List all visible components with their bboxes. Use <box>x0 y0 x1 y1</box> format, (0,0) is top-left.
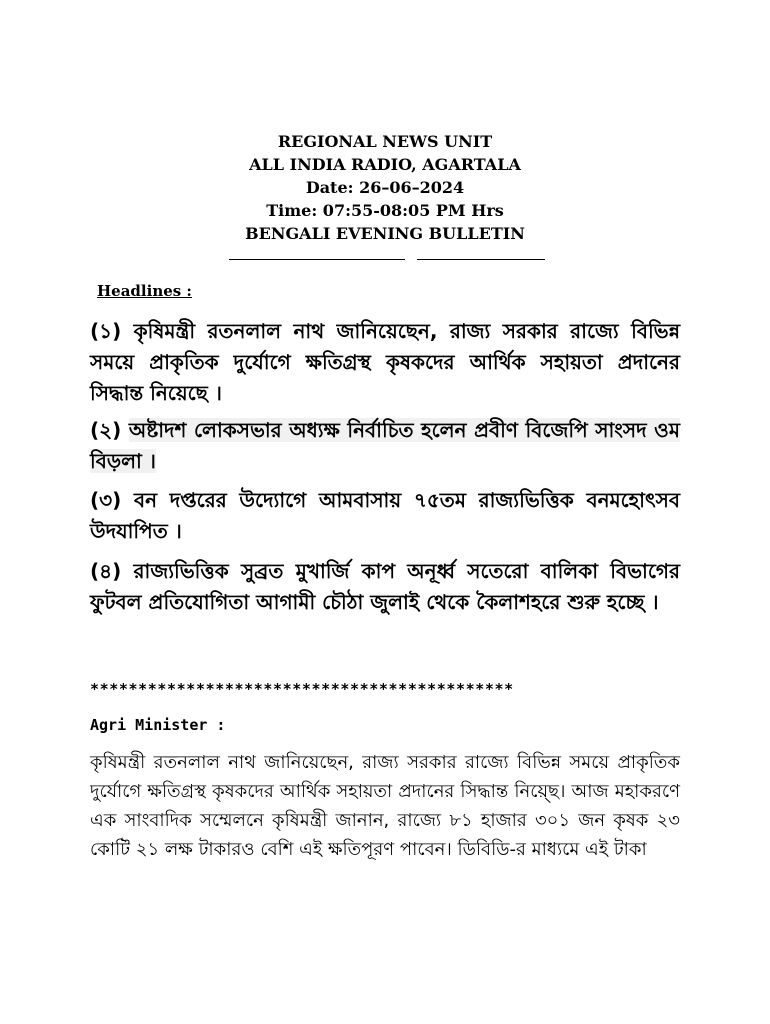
header-station: ALL INDIA RADIO, AGARTALA <box>249 155 521 174</box>
header-divider-right <box>417 259 545 260</box>
header-date: Date: 26–06–2024 <box>305 178 465 197</box>
headline-3: (৩) বন দপ্তরের উদ্যোগে আমবাসায় ৭৫তম রাজ্যভিত্তিক বনমহোৎসব উদযাপিত । <box>90 488 680 543</box>
headlines-label: Headlines : <box>97 282 192 300</box>
bulletin-header <box>0 130 770 245</box>
story-body: কৃষিমন্ত্রী রতনলাল নাথ জানিয়েছেন, রাজ্য সরকার রাজ্যে বিভিন্ন সময়ে প্রাকৃতিক দুর্যোগে ক্ষতিগ্রস্থ কৃষকদের আর্থিক সহায়তা প্রদানের সিদ্ধান্ত নিয়্ছে। আজ মহাকরণে এক সাংবাদিক সম্মেলনে কৃষিমন্ত্রী জানান, রাজ্যে ৮১ হাজার ৩০১ জন কৃষক ২৩ কোটি ২১ লক্ষ টাকারও বেশি এই ক্ষতিপূরণ পাবেন। ডিবিডি-র মাধ্যমে এই টাকা <box>90 752 680 860</box>
headline-4: (৪) রাজ্যভিত্তিক সুব্রত মুখার্জি কাপ অনূর্ধ্ব সতেরো বালিকা বিভাগের ফুটবল প্রতিযোগিতা আগামী চৌঠা জুলাই থেকে কৈলাশহরে শুরু হচ্ছে । <box>90 559 680 614</box>
section-separator: ******************************************** <box>90 680 514 698</box>
header-divider-left <box>229 259 405 260</box>
headline-1: (১) কৃষিমন্ত্রী রতনলাল নাথ জানিয়েছেন, রাজ্য সরকার রাজ্যে বিভিন্ন সময়ে প্রাকৃতিক দুর্যোগে ক্ষতিগ্রস্থ কৃষকদের আর্থিক সহায়তা প্রদানের সিদ্ধান্ত নিয়েছে । <box>90 319 680 405</box>
header-unit: REGIONAL NEWS UNIT <box>277 132 493 151</box>
headline-2 <box>90 415 680 477</box>
headline-2-text: অষ্টাদশ লোকসভার অধ্যক্ষ নির্বাচিত হলেন প্রবীণ বিজেপি সাংসদ ওম বিড়লা । <box>90 418 681 473</box>
header-time: Time: 07:55-08:05 PM Hrs <box>266 201 504 220</box>
story-label: Agri Minister : <box>90 716 226 734</box>
headline-2-number: (২) <box>90 418 129 442</box>
header-bulletin-title: BENGALI EVENING BULLETIN <box>245 224 525 243</box>
